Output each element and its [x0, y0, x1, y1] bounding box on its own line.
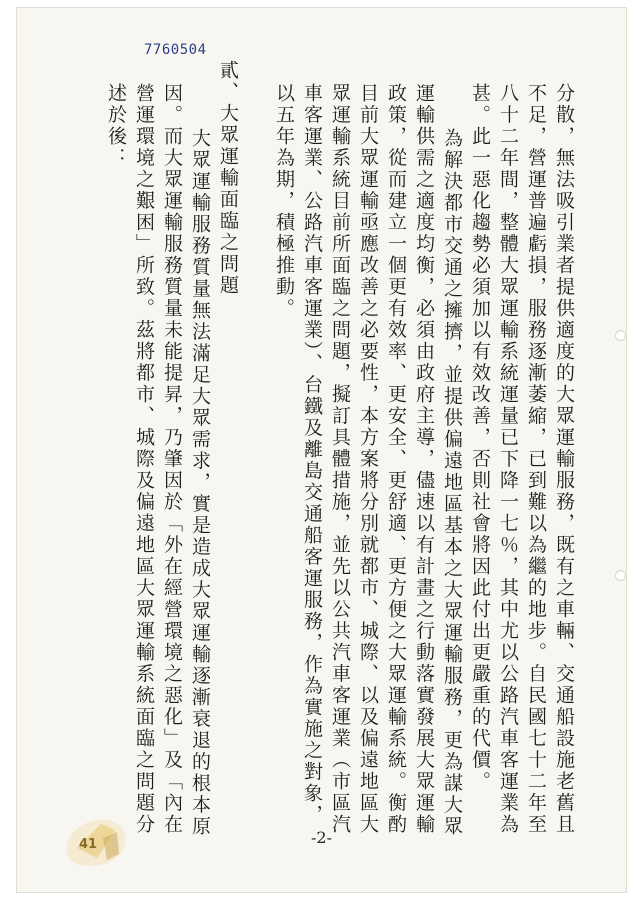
text-column-5: 為解決都市交通之擁擠，並提供偏遠地區基本之大眾運輸服務，更為謀大眾	[441, 128, 463, 838]
text-column-9: 眾運輸系統目前所面臨之問題，擬訂具體措施，並先以公共汽車客運業（市區汽	[329, 83, 351, 836]
text-column-11: 以五年為期，積極推動。	[273, 83, 295, 320]
text-column-6: 運輸供需之適度均衡，必須由政府主導，儘速以有計畫之行動落實發展大眾運輸	[413, 83, 435, 836]
text-column-13: 大眾運輸服務質量無法滿足大眾需求，實是造成大眾運輸逐漸衰退的根本原	[189, 128, 211, 838]
page-number: -2-	[311, 828, 332, 847]
text-column-15: 營運環境之艱困」所致。茲將都市、城際及偏遠地區大眾運輸系統面臨之問題分	[133, 83, 155, 836]
text-column-2: 不足，營運普遍虧損，服務逐漸萎縮，已到難以為繼的地步。自民國七十二年至	[525, 83, 547, 836]
text-column-8: 目前大眾運輸亟應改善之必要性，本方案將分別就都市、城際、以及偏遠地區大	[357, 83, 379, 836]
stamp-number: 41	[79, 837, 98, 852]
punch-hole	[615, 570, 626, 581]
text-column-7: 政策，從而建立一個更有效率、更安全、更舒適、更方便之大眾運輸系統。衡酌	[385, 83, 407, 836]
text-column-1: 分散，無法吸引業者提供適度的大眾運輸服務，既有之車輛、交通船設施老舊且	[553, 83, 575, 836]
text-column-10: 車客運業、公路汽車客運業）、台鐵及離島交通船客運服務，作為實施之對象，	[301, 83, 323, 826]
text-column-16: 述於後：	[105, 83, 127, 169]
text-column-3: 八十二年間，整體大眾運輸系統運量已下降一七％，其中尤以公路汽車客運業為	[497, 83, 519, 836]
document-id: 7760504	[144, 42, 207, 58]
punch-hole	[615, 330, 626, 341]
text-column-4: 甚。此一惡化趨勢必須加以有效改善，否則社會將因此付出更嚴重的代價。	[469, 83, 491, 793]
document-page	[17, 8, 626, 892]
section-heading: 貳、大眾運輸面臨之問題	[217, 60, 239, 297]
text-column-14: 因。而大眾運輸服務質量未能提昇，乃肇因於「外在經營環境之惡化」及「內在	[161, 83, 183, 836]
